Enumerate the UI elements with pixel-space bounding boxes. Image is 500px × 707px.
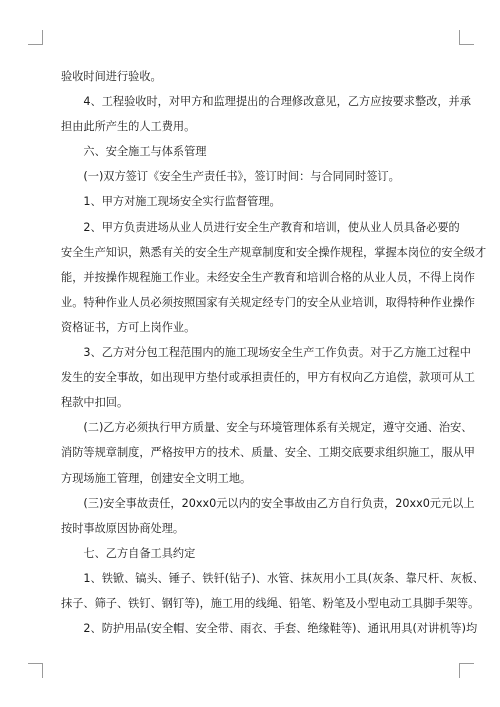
text-line: 七、乙方自备工具约定 [83,546,196,560]
text-line: 1、铁锨、镐头、锤子、铁钎(钻子)、水管、抹灰用小工具(灰条、靠尺杆、灰板、 [83,571,484,585]
text-line: (一)双方签订《安全生产责任书》，签订时间：与合同同时签订。 [83,170,400,184]
crop-mark-bottom-right [459,663,474,678]
text-line: 2、甲方负责进场从业人员进行安全生产教育和培训，使从业人员具备必要的 [83,220,460,234]
text-line: 发生的安全事故，如出现甲方垫付或承担责任的，甲方有权向乙方追偿，款项可从工 [61,371,475,385]
document-body [61,64,487,641]
text-line: (三)安全事故责任，20xx0元以内的安全事故由乙方自行负责，20xx0元元以上 [83,496,475,510]
text-line: 能，并按操作规程施工作业。未经安全生产教育和培训合格的从业人员，不得上岗作 [61,270,475,284]
text-line: 程款中扣回。 [61,396,129,410]
text-line: 安全生产知识，熟悉有关的安全生产规章制度和安全操作规程，掌握本岗位的安全级才 [61,245,487,259]
text-line: 业。特种作业人员必须按照国家有关规定经专门的安全从业培训，取得特种作业操作 [61,295,475,309]
text-line: 方现场施工管理，创建安全文明工地。 [61,471,252,485]
crop-mark-top-left [28,30,43,45]
text-line: 按时事故原因协商处理。 [61,521,185,535]
crop-mark-top-right [459,30,474,45]
text-line: (二)乙方必须执行甲方质量、安全与环境管理体系有关规定，遵守交通、治安、 [83,421,473,435]
text-line: 六、安全施工与体系管理 [83,145,207,159]
text-line: 消防等规章制度，严格按甲方的技术、质量、安全、工期交底要求组织施工，服从甲 [61,446,475,460]
text-line: 1、甲方对施工现场安全实行监督管理。 [83,195,281,209]
crop-mark-bottom-left [28,663,43,678]
text-line: 3、乙方对分包工程范围内的施工现场安全生产工作负责。对于乙方施工过程中 [83,346,471,360]
text-line: 2、防护用品(安全帽、安全带、雨衣、手套、绝缘鞋等)、通讯用具(对讲机等)均 [83,622,478,636]
text-line: 抹子、筛子、铁钉、钢钉等)，施工用的线绳、铅笔、粉笔及小型电动工具脚手架等。 [61,596,480,610]
text-line: 担由此所产生的人工费用。 [61,120,196,134]
text-line: 资格证书，方可上岗作业。 [61,320,196,334]
text-line: 验收时间进行验收。 [61,70,162,83]
text-line: 4、工程验收时，对甲方和监理提出的合理修改意见，乙方应按要求整改，并承 [83,95,471,109]
